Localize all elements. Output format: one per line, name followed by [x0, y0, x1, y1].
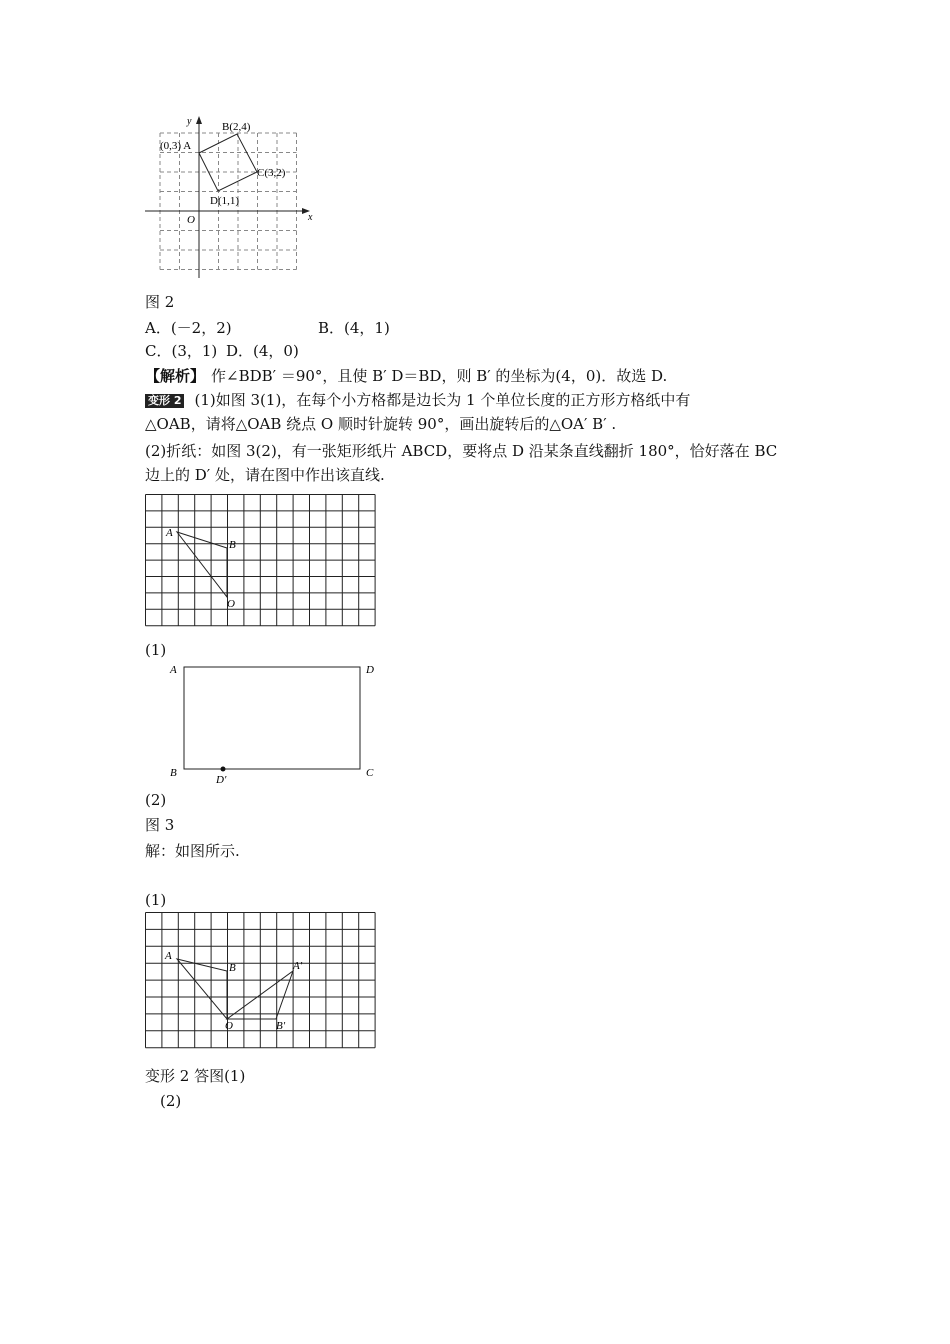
solution-grid-figure — [145, 912, 375, 1052]
figure-3-2-rectangle — [160, 655, 390, 790]
square-grid — [146, 913, 376, 1048]
variant2-q1-text: (1)如图 3(1)，在每个小方格都是边长为 1 个单位长度的正方形方格纸中有 — [194, 391, 691, 409]
variant2-q1-line1 — [145, 390, 805, 410]
analysis-text: 作∠BDB′ ＝90°，且使 B′ D＝BD，则 B′ 的坐标为(4，0)．故选 D. — [211, 367, 668, 385]
figure-3-1-grid — [145, 494, 375, 628]
sol-point-O-label: O — [225, 1020, 233, 1032]
rect-point-D-label: D — [366, 664, 374, 676]
y-axis-arrow-icon — [196, 116, 202, 124]
rect-point-C-label: C — [366, 767, 374, 779]
sol-point-B-prime-label: B′ — [276, 1020, 286, 1032]
grid1-point-A-label: A — [166, 527, 173, 539]
figure-2-caption: 图 2 — [145, 293, 175, 311]
analysis-tag: 【解析】 — [145, 367, 206, 385]
option-b: B．(4，1) — [318, 319, 390, 337]
variant2-q2-line2: 边上的 D′ 处，请在图中作出该直线. — [145, 466, 385, 484]
x-axis-label: x — [308, 212, 313, 223]
sol-point-A-prime-label: A′ — [293, 960, 303, 972]
option-a: A．(－2，2) — [145, 319, 232, 337]
solution-fig-label-1: (1) — [145, 891, 167, 909]
rect-point-A-label: A — [170, 664, 177, 676]
figure-2-coordinate-grid — [140, 110, 330, 280]
point-D-label: D(1,1) — [210, 195, 240, 207]
triangle-OAB — [177, 532, 227, 597]
grid1-point-O-label: O — [227, 598, 235, 610]
triangle-OAB — [177, 959, 227, 1019]
sol-point-A-label: A — [165, 950, 172, 962]
analysis — [145, 366, 667, 386]
variant2-q1-line2: △OAB，请将△OAB 绕点 O 顺时针旋转 90°，画出旋转后的△OA′ B′ . — [145, 415, 617, 433]
figure-3-1-label: (1) — [145, 641, 167, 659]
rect-point-D-prime-label: D′ — [216, 774, 227, 786]
square-grid — [146, 495, 376, 626]
solution-caption: 变形 2 答图(1) — [145, 1067, 246, 1085]
figure-3-2-label: (2) — [145, 791, 167, 809]
point-D-prime — [221, 767, 226, 772]
variant2-badge: 变形 2 — [145, 394, 184, 408]
sol-point-B-label: B — [229, 962, 236, 974]
option-d: D．(4，0) — [226, 342, 299, 360]
solution-text: 解：如图所示. — [145, 842, 240, 860]
point-B-label: B(2,4) — [222, 121, 251, 133]
variant2-q2-line1: (2)折纸：如图 3(2)，有一张矩形纸片 ABCD，要将点 D 沿某条直线翻折 180°，恰好落在 BC — [145, 442, 778, 460]
figure-3-caption: 图 3 — [145, 816, 175, 834]
rectangle-ABCD — [184, 667, 360, 769]
option-c: C．(3，1) — [145, 342, 218, 360]
rect-point-B-label: B — [170, 767, 177, 779]
origin-label: O — [187, 214, 195, 226]
y-axis-label: y — [187, 116, 192, 127]
point-C-label: C(3,2) — [257, 167, 286, 179]
square-ABCD — [199, 134, 257, 191]
point-A-label: (0,3) A — [160, 140, 192, 152]
solution-fig-label-2: (2) — [160, 1092, 182, 1110]
grid1-point-B-label: B — [229, 539, 236, 551]
